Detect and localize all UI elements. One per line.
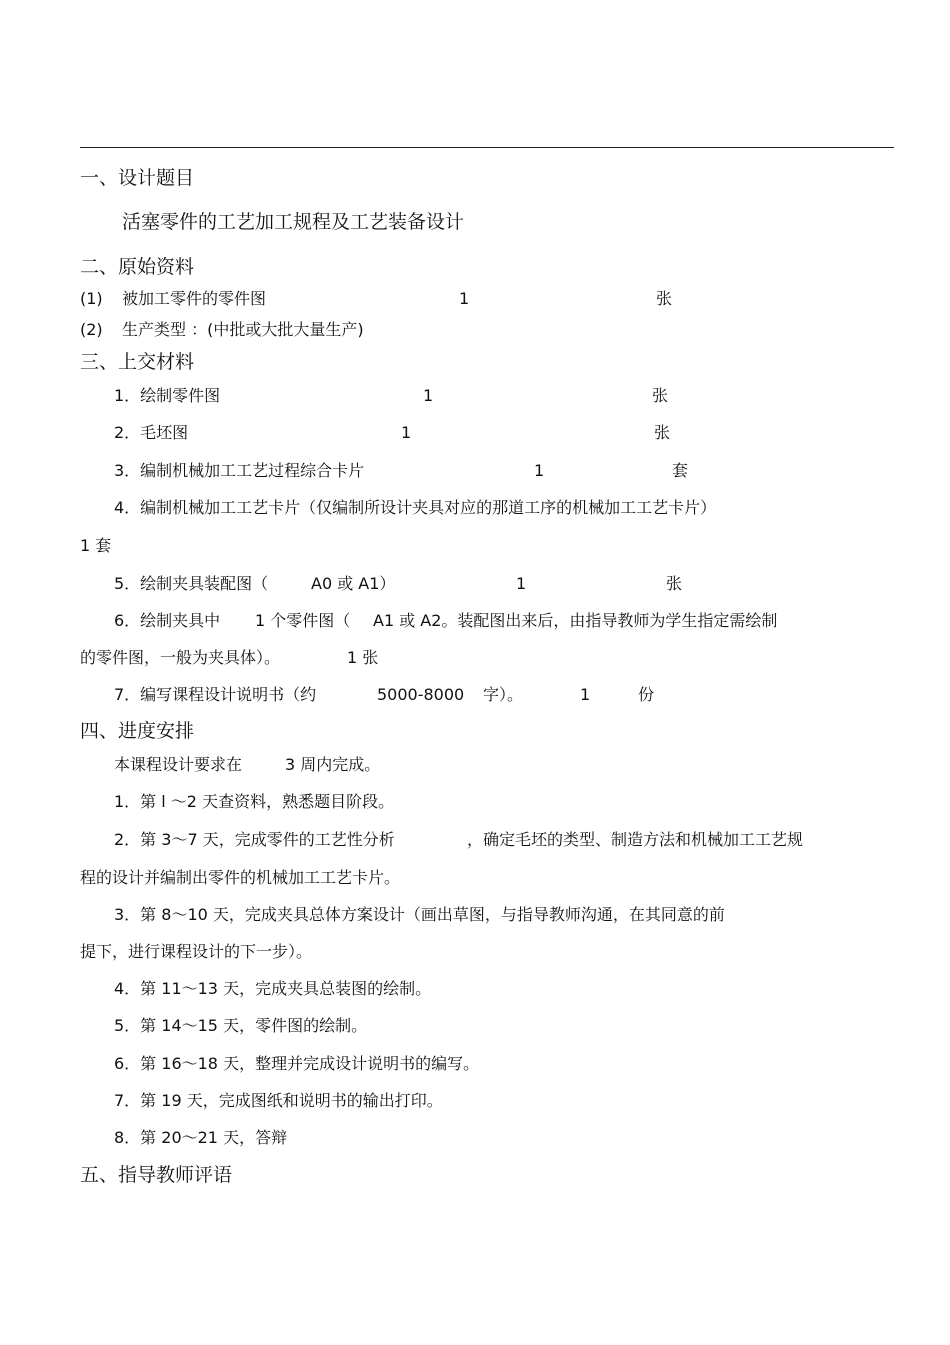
item-number: (1) (80, 289, 103, 308)
schedule-intro: 本课程设计要求在 (114, 755, 243, 774)
deliverable-unit: 套 (672, 461, 689, 480)
deliverable-quantity: 1 (423, 386, 434, 405)
item-number: (2) (80, 320, 103, 339)
deliverable-label: 6．绘制夹具中 (114, 611, 221, 630)
schedule-item: 4．第 11～13 天，完成夹具总装图的绘制。 (114, 979, 432, 998)
header-rule (80, 147, 894, 148)
deliverable-quantity: 1 套 (80, 536, 112, 555)
deliverable-quantity: 1 (534, 461, 545, 480)
schedule-item-cont: 提下，进行课程设计的下一步）。 (80, 942, 313, 961)
section-heading-deliverables: 三、上交材料 (80, 351, 195, 373)
deliverable-label-wordcount: 5000-8000 (377, 685, 465, 704)
deliverable-unit: 张 (652, 386, 669, 405)
schedule-item: 2．第 3～7 天，完成零件的工艺性分析 (114, 830, 395, 849)
schedule-item: 3．第 8～10 天，完成夹具总体方案设计（画出草图，与指导教师沟通，在其同意的前 (114, 905, 725, 924)
schedule-item: 8．第 20～21 天，答辩 (114, 1128, 288, 1147)
item-unit: 张 (656, 289, 673, 308)
deliverable-label: 2．毛坯图 (114, 423, 189, 442)
deliverable-label: 1．绘制零件图 (114, 386, 221, 405)
deliverable-label: 字）。 (483, 685, 524, 704)
schedule-item-cont: ，确定毛坯的类型、制造方法和机械加工工艺规 (467, 830, 804, 849)
schedule-item: 1．第 l ～2 天查资料，熟悉题目阶段。 (114, 792, 395, 811)
schedule-item: 6．第 16～18 天，整理并完成设计说明书的编写。 (114, 1054, 480, 1073)
section-heading-advisor-comments: 五、指导教师评语 (80, 1164, 233, 1186)
deliverable-label-size: A0 或 A1） (311, 574, 396, 593)
deliverable-label: A1 或 A2。装配图出来后，由指导教师为学生指定需绘制 (373, 611, 778, 630)
schedule-item: 5．第 14～15 天，零件图的绘制。 (114, 1016, 368, 1035)
deliverable-quantity: 1 (401, 423, 412, 442)
deliverable-label: 的零件图，一般为夹具体）。 (80, 648, 281, 667)
section-heading-design-topic: 一、设计题目 (80, 167, 195, 189)
deliverable-quantity: 1 (516, 574, 527, 593)
schedule-item: 7．第 19 天，完成图纸和说明书的输出打印。 (114, 1091, 443, 1110)
item-label: 生产类型 ：(中批或大批大量生产) (122, 320, 364, 339)
deliverable-label: 7．编写课程设计说明书（约 (114, 685, 317, 704)
item-quantity: 1 (459, 289, 470, 308)
deliverable-label: 1 个零件图（ (255, 611, 351, 630)
deliverable-quantity: 1 张 (347, 648, 379, 667)
deliverable-unit: 张 (654, 423, 671, 442)
deliverable-label: 3．编制机械加工工艺过程综合卡片 (114, 461, 365, 480)
deliverable-unit: 张 (666, 574, 683, 593)
schedule-item-cont: 程的设计并编制出零件的机械加工工艺卡片。 (80, 868, 401, 887)
section-heading-source-materials: 二、原始资料 (80, 256, 195, 278)
deliverable-quantity: 1 (580, 685, 591, 704)
design-topic-text: 活塞零件的工艺加工规程及工艺装备设计 (122, 211, 465, 233)
deliverable-label: 5．绘制夹具装配图（ (114, 574, 269, 593)
deliverable-label: 4．编制机械加工工艺卡片（仅编制所设计夹具对应的那道工序的机械加工工艺卡片） (114, 498, 717, 517)
section-heading-schedule: 四、进度安排 (80, 720, 195, 742)
schedule-intro-duration: 3 周内完成。 (285, 755, 381, 774)
item-label: 被加工零件的零件图 (122, 289, 267, 308)
deliverable-unit: 份 (638, 685, 655, 704)
